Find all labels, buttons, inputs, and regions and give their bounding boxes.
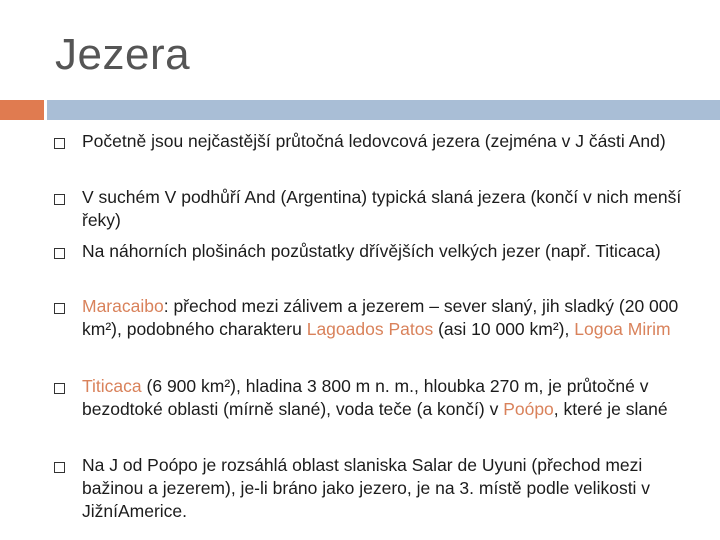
bullet-segment: ledovcová <box>348 131 428 151</box>
bullet-text <box>82 130 692 153</box>
title-rule-accent <box>0 100 44 120</box>
highlighted-term: Maracaibo <box>82 296 164 316</box>
square-bullet-icon <box>54 383 65 394</box>
bullet-text <box>82 186 692 232</box>
highlighted-term: Lagoados Patos <box>306 319 434 339</box>
bullet-text <box>82 375 692 421</box>
square-bullet-icon <box>54 248 65 259</box>
bullet-segment: : přechod mezi zálivem a jezerem – sever slaný, jih sladký (20 000 km²), podobného charakteru <box>82 296 679 339</box>
bullet-segment: Na J od Poópo je rozsáhlá oblast slaniska Salar de Uyuni (přechod mezi bažinou a jezerem), je-li bráno jako jezero, je na 3. místě podle velikosti v JižníAmerice. <box>82 455 651 521</box>
bullet-segment: (asi 10 000 km²), <box>433 319 575 339</box>
square-bullet-icon <box>54 194 65 205</box>
bullet-text <box>82 240 692 263</box>
bullet-segment: V suchém V podhůří And (Argentina) typická slaná jezera (končí v nich menší řeky) <box>82 187 682 230</box>
bullet-segment: jezera (zejména v J části And) <box>427 131 666 151</box>
bullet-text <box>82 295 692 341</box>
highlighted-term: Titicaca <box>82 376 142 396</box>
bullet-segment: Na náhorních plošinách pozůstatky dřívějších velkých jezer (např. Titicaca) <box>82 241 661 261</box>
title-rule-bar <box>47 100 720 120</box>
bullet-segment: , které je slané <box>553 399 668 419</box>
bullet-text <box>82 454 692 523</box>
square-bullet-icon <box>54 303 65 314</box>
square-bullet-icon <box>54 138 65 149</box>
slide-title: Jezera <box>55 30 191 79</box>
highlighted-term: Poópo <box>503 399 554 419</box>
bullet-segment: Početně jsou nejčastější průtočná <box>82 131 349 151</box>
bullet-segment: (6 900 km²), hladina 3 800 m n. m., hloubka 270 m, je průtočné v bezodtoké oblasti (mírně slané), voda teče (a končí) v <box>82 376 649 419</box>
square-bullet-icon <box>54 462 65 473</box>
highlighted-term: Logoa Mirim <box>574 319 671 339</box>
